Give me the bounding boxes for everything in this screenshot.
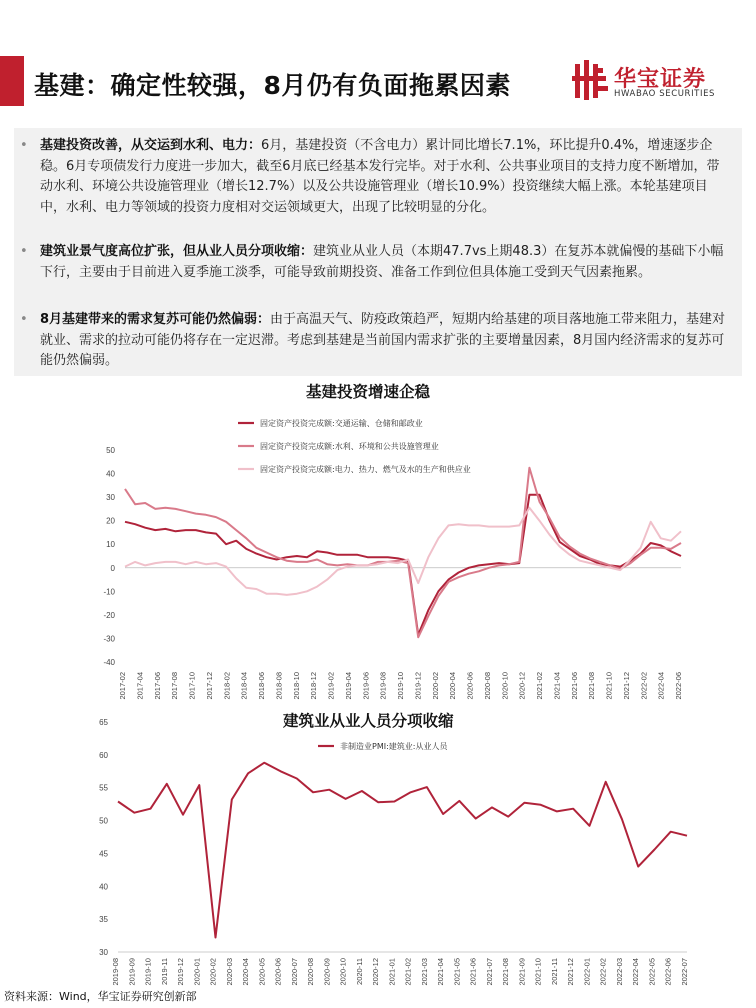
x-tick-label: 2020-02 xyxy=(208,958,218,986)
x-tick-label: 2019-12 xyxy=(413,672,423,700)
x-tick-label: 2019-10 xyxy=(396,672,405,700)
logo-text-en: HWABAO SECURITIES xyxy=(614,89,716,99)
data-source-note: 资料来源：Wind，华宝证券研究创新部 xyxy=(4,990,197,1003)
x-tick-label: 2017-12 xyxy=(204,672,214,700)
x-tick-label: 2020-01 xyxy=(192,958,202,986)
x-tick-label: 2017-08 xyxy=(170,672,180,700)
x-tick-label: 2021-10 xyxy=(533,958,543,986)
x-tick-label: 2020-02 xyxy=(430,672,440,700)
x-tick-label: 2021-05 xyxy=(452,958,462,986)
series-line-1 xyxy=(118,763,687,938)
bullet-dot-icon: • xyxy=(20,138,28,153)
x-tick-label: 2022-02 xyxy=(639,672,649,700)
x-tick-label: 2019-08 xyxy=(111,958,120,986)
x-tick-label: 2022-05 xyxy=(647,958,657,986)
x-tick-label: 2020-08 xyxy=(306,958,316,986)
y-tick-label: 60 xyxy=(99,750,108,760)
x-tick-label: 2020-07 xyxy=(289,958,299,986)
x-tick-label: 2021-06 xyxy=(569,672,579,700)
x-tick-label: 2020-03 xyxy=(224,958,234,986)
x-tick-label: 2017-02 xyxy=(118,672,127,700)
y-tick-label: 50 xyxy=(106,446,115,455)
x-tick-label: 2020-10 xyxy=(338,958,348,986)
x-tick-label: 2020-11 xyxy=(354,958,364,985)
y-tick-label: 65 xyxy=(99,718,108,727)
bullet-lead: 8月基建带来的需求复苏可能仍然偏弱： xyxy=(40,312,271,327)
legend-label-3: 固定资产投资完成额:电力、热力、燃气及水的生产和供应业 xyxy=(260,465,471,474)
x-tick-label: 2018-10 xyxy=(291,672,301,700)
x-tick-label: 2019-02 xyxy=(326,672,336,700)
x-tick-label: 2020-04 xyxy=(241,958,251,986)
y-tick-label: 55 xyxy=(99,783,108,793)
x-tick-label: 2019-10 xyxy=(143,958,153,986)
x-tick-label: 2022-04 xyxy=(631,958,641,986)
x-tick-label: 2020-09 xyxy=(322,958,332,986)
x-tick-label: 2020-08 xyxy=(482,672,492,700)
x-tick-label: 2021-11 xyxy=(549,958,559,985)
x-tick-label: 2020-10 xyxy=(500,672,510,700)
x-tick-label: 2021-12 xyxy=(621,672,631,700)
x-tick-label: 2021-04 xyxy=(436,958,446,986)
chart2-title: 建筑业从业人员分项收缩 xyxy=(283,711,454,730)
y-tick-label: 0 xyxy=(110,563,115,573)
x-tick-label: 2020-12 xyxy=(517,672,527,700)
chart1-title: 基建投资增速企稳 xyxy=(306,382,431,401)
y-tick-label: 35 xyxy=(99,915,108,925)
x-tick-label: 2020-05 xyxy=(257,958,267,986)
y-tick-label: 50 xyxy=(99,816,108,826)
x-tick-label: 2022-06 xyxy=(663,958,673,986)
legend-label-1: 固定资产投资完成额:交通运输、仓储和邮政业 xyxy=(260,419,423,428)
y-tick-label: 30 xyxy=(99,948,108,957)
y-tick-label: 30 xyxy=(106,493,115,503)
page-title: 基建：确定性较强，8月仍有负面拖累因素 xyxy=(34,71,511,100)
x-tick-label: 2021-02 xyxy=(403,958,413,986)
x-tick-label: 2017-06 xyxy=(152,672,162,700)
x-tick-label: 2022-04 xyxy=(656,672,666,700)
bullet-text: 由于高温天气、防疫政策趋严，短期内给基建的项目落地施工带来阻力，基建对就业、需求的拉动可能仍将存在一定迟滞。考虑到基建是当前国内需求扩张的主要增量因素，8月国内经济需求的复苏可能仍然偏弱。 xyxy=(40,312,726,368)
y-tick-label: -20 xyxy=(103,610,115,620)
x-tick-label: 2019-11 xyxy=(159,958,169,985)
x-tick-label: 2022-02 xyxy=(598,958,608,986)
bullet-text: 6月，基建投资（不含电力）累计同比增长7.1%，环比提升0.4%，增速逐步企稳。6月专项债发行力度进一步加大，截至6月底已经基本发行完毕。对于水利、公共事业项目的支持力度不断增加，带动水利、环境公共设施管理业（增长12.7%）以及公共设施管理业（增长10.9%）投资继续大幅上涨。本轮基建项目中，水利、电力等领域的投资力度相对交运领域更大，出现了比较明显的分化。 xyxy=(40,138,720,215)
x-tick-label: 2020-06 xyxy=(273,958,283,986)
x-tick-label: 2021-06 xyxy=(468,958,478,986)
x-tick-label: 2021-08 xyxy=(501,958,511,986)
y-tick-label: -10 xyxy=(103,587,115,597)
x-tick-label: 2019-12 xyxy=(176,958,186,986)
bullet-dot-icon: • xyxy=(20,244,28,259)
x-tick-label: 2019-04 xyxy=(343,672,353,700)
y-tick-label: -40 xyxy=(103,658,115,667)
logo-text-cn: 华宝证券 xyxy=(614,67,707,92)
x-tick-label: 2019-08 xyxy=(378,672,388,700)
legend-label-1: 非制造业PMI:建筑业:从业人员 xyxy=(340,742,448,751)
x-tick-label: 2021-09 xyxy=(517,958,527,986)
bullet-dot-icon: • xyxy=(20,312,28,327)
x-tick-label: 2019-06 xyxy=(361,672,371,700)
y-tick-label: 45 xyxy=(99,849,108,859)
x-tick-label: 2022-03 xyxy=(614,958,624,986)
y-tick-label: 40 xyxy=(106,469,115,479)
y-tick-label: 40 xyxy=(99,882,108,892)
bullet-text: 建筑业从业人员（本期47.7vs上期48.3）在复苏本就偏慢的基础下小幅下行，主要由于目前进入夏季施工淡季，可能导致前期投资、准备工作到位但具体施工受到天气因素拖累。 xyxy=(40,244,724,280)
x-tick-label: 2021-04 xyxy=(552,672,562,700)
y-tick-label: 20 xyxy=(106,516,115,526)
x-tick-label: 2018-04 xyxy=(239,672,249,700)
x-tick-label: 2018-12 xyxy=(309,672,319,700)
x-tick-label: 2018-08 xyxy=(274,672,284,700)
x-tick-label: 2017-10 xyxy=(187,672,197,700)
x-tick-label: 2020-06 xyxy=(465,672,475,700)
x-tick-label: 2021-10 xyxy=(604,672,614,700)
x-tick-label: 2021-12 xyxy=(566,958,576,986)
x-tick-label: 2021-03 xyxy=(419,958,429,986)
x-tick-label: 2021-02 xyxy=(535,672,544,700)
bullet-lead: 建筑业景气度高位扩张，但从业人员分项收缩： xyxy=(40,244,314,259)
x-tick-label: 2019-09 xyxy=(127,958,137,986)
x-tick-label: 2022-01 xyxy=(582,958,592,986)
x-tick-label: 2018-06 xyxy=(257,672,266,700)
x-tick-label: 2022-07 xyxy=(680,958,689,986)
x-tick-label: 2021-01 xyxy=(387,958,397,986)
y-tick-label: 10 xyxy=(106,540,115,550)
legend-label-2: 固定资产投资完成额:水利、环境和公共设施管理业 xyxy=(260,442,439,451)
x-tick-label: 2017-04 xyxy=(135,672,145,700)
x-tick-label: 2021-08 xyxy=(587,672,597,700)
y-tick-label: -30 xyxy=(103,634,115,644)
x-tick-label: 2018-02 xyxy=(222,672,232,700)
x-tick-label: 2021-07 xyxy=(484,958,494,986)
bullet-lead: 基建投资改善，从交运到水利、电力： xyxy=(40,138,262,153)
x-tick-label: 2022-06 xyxy=(674,672,683,700)
x-tick-label: 2020-04 xyxy=(448,672,458,700)
x-tick-label: 2020-12 xyxy=(371,958,381,986)
